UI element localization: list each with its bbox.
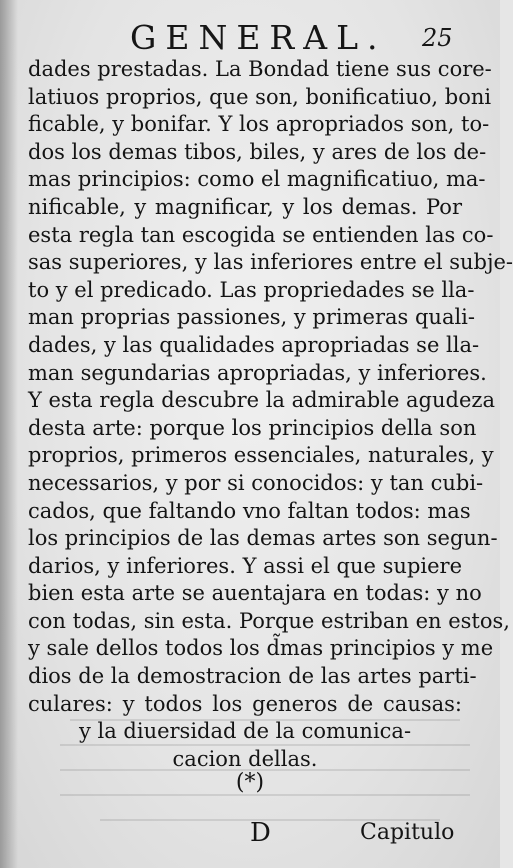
text-line: Y esta regla descubre la admirable agudeza <box>28 388 495 413</box>
text-line: latiuos proprios, que son, bonificatiuo, boni <box>28 84 492 109</box>
text-line: dos los demas tibos, biles, y ares de los de- <box>28 139 487 164</box>
catchword: Capitulo <box>360 820 455 845</box>
text-line: bien esta arte se auentajara en todas: y no <box>28 581 482 606</box>
binding-shadow <box>0 0 18 868</box>
text-line: necessarios, y por si conocidos: y tan cubi- <box>28 470 484 495</box>
text-line: desta arte: porque los principios della son <box>28 415 477 440</box>
text-line: y sale dellos todos los d̃mas principios y me <box>28 636 494 661</box>
text-line: man proprias passiones, y primeras quali- <box>28 305 475 330</box>
text-line: darios, y inferiores. Y assi el que supiere <box>28 553 462 578</box>
asterisk-ornament: (*) <box>235 770 265 795</box>
text-line: esta regla tan escogida se entienden las co- <box>28 222 494 247</box>
text-line: dades prestadas. La Bondad tiene sus core- <box>28 57 492 81</box>
text-line: man segundarias apropriadas, y inferiores. <box>28 360 487 385</box>
page-header-title: GENERAL. <box>130 18 387 57</box>
text-line: dades, y las qualidades apropriadas se lla- <box>28 332 480 357</box>
closing-line: y la diuersidad de la comunica- <box>78 719 412 744</box>
text-line: nificable, y magnificar, y los demas. Por <box>28 194 462 219</box>
text-line: dios de la demostracion de las artes parti- <box>28 664 477 689</box>
text-line: con todas, sin esta. Porque estriban en estos, <box>28 608 510 633</box>
text-line: culares: y todos los generos de causas: <box>28 691 462 716</box>
text-line: proprios, primeros essenciales, naturales, y <box>28 443 494 468</box>
text-line: sas superiores, y las inferiores entre el subje- <box>28 250 513 275</box>
closing-line: cacion dellas. <box>172 746 318 771</box>
text-line: to y el predicado. Las propriedades se lla- <box>28 277 475 302</box>
text-line: cados, que faltando vno faltan todos: mas <box>28 498 471 523</box>
text-line: mas principios: como el magnificatiuo, ma- <box>28 167 486 192</box>
signature-mark: D <box>250 818 271 848</box>
page-number: 25 <box>422 24 453 52</box>
text-line: ficable, y bonifar. Y los apropriados son, to- <box>28 112 490 137</box>
text-line: los principios de las demas artes son segun- <box>28 526 498 551</box>
body-text <box>28 56 513 773</box>
